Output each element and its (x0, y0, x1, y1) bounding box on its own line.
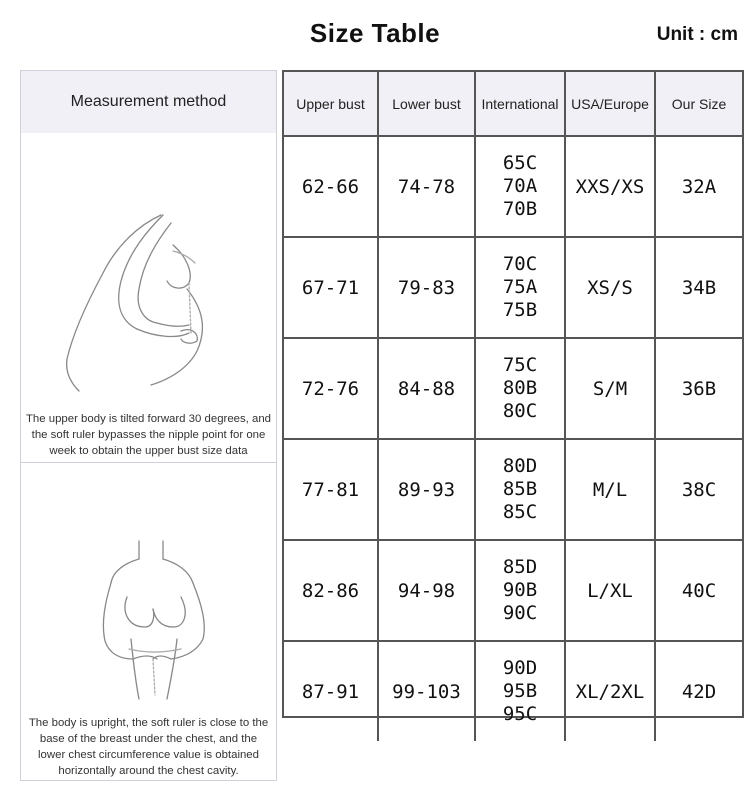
intl-size: 75C (502, 354, 538, 376)
intl-size: 70A (502, 175, 538, 197)
table-row (284, 236, 742, 337)
cell-international (476, 238, 566, 337)
intl-size: 90C (502, 602, 538, 624)
page-title: Size Table (309, 18, 441, 48)
intl-size: 75B (502, 299, 538, 321)
cell-international (476, 339, 566, 438)
intl-size: 90B (502, 579, 538, 601)
cell-international (476, 541, 566, 640)
lower-bust-caption: The body is upright, the soft ruler is close to the base of the breast under the chest, and the lower chest circumference value is obtained horizontally around the chest cavity. (28, 717, 269, 777)
cell-our-size: 32A (681, 175, 717, 198)
header-upper-bust: Upper bust (284, 72, 379, 135)
cell-international (476, 440, 566, 539)
intl-size: 80B (502, 377, 538, 399)
header-international: International (476, 72, 566, 135)
cell-upper-bust: 82-86 (284, 541, 379, 640)
header-lower-bust: Lower bust (379, 72, 476, 135)
table-header (284, 72, 742, 135)
intl-size: 75A (502, 276, 538, 298)
cell-our-size: 42D (681, 680, 717, 703)
lower-bust-section (21, 463, 276, 780)
table-row (284, 640, 742, 741)
table-row (284, 438, 742, 539)
table-row (284, 135, 742, 236)
intl-size: 80D (502, 455, 538, 477)
cell-upper-bust: 62-66 (284, 137, 379, 236)
intl-size: 80C (502, 400, 538, 422)
header-usa-europe: USA/Europe (566, 72, 656, 135)
measurement-header: Measurement method (21, 71, 276, 133)
lower-bust-illustration (21, 463, 276, 708)
cell-lower-bust: 94-98 (379, 541, 476, 640)
intl-size: 95C (502, 703, 538, 725)
intl-size: 90D (502, 657, 538, 679)
measurement-panel (20, 70, 277, 781)
cell-international (476, 642, 566, 741)
cell-usa-europe: M/L (566, 440, 656, 539)
upper-bust-section (21, 133, 276, 463)
cell-lower-bust: 74-78 (379, 137, 476, 236)
intl-size: 85D (502, 556, 538, 578)
cell-usa-europe: XL/2XL (566, 642, 656, 741)
intl-size: 65C (502, 152, 538, 174)
cell-lower-bust: 84-88 (379, 339, 476, 438)
cell-lower-bust: 79-83 (379, 238, 476, 337)
cell-usa-europe: S/M (566, 339, 656, 438)
cell-upper-bust: 72-76 (284, 339, 379, 438)
cell-our-size: 40C (681, 579, 717, 602)
cell-upper-bust: 67-71 (284, 238, 379, 337)
cell-upper-bust: 87-91 (284, 642, 379, 741)
cell-our-size: 34B (681, 276, 717, 299)
cell-our-size: 38C (681, 478, 717, 501)
intl-size: 85B (502, 478, 538, 500)
header-our-size: Our Size (671, 95, 727, 112)
cell-usa-europe: XS/S (566, 238, 656, 337)
intl-size: 95B (502, 680, 538, 702)
unit-label: Unit : cm (656, 24, 738, 45)
cell-usa-europe: L/XL (566, 541, 656, 640)
cell-international (476, 137, 566, 236)
upper-bust-illustration (21, 133, 276, 403)
table-row (284, 337, 742, 438)
table-body (284, 135, 742, 741)
cell-upper-bust: 77-81 (284, 440, 379, 539)
intl-size: 70C (502, 253, 538, 275)
intl-size: 70B (502, 198, 538, 220)
table-row (284, 539, 742, 640)
cell-lower-bust: 99-103 (379, 642, 476, 741)
cell-lower-bust: 89-93 (379, 440, 476, 539)
size-table (282, 70, 744, 725)
cell-usa-europe: XXS/XS (566, 137, 656, 236)
cell-our-size: 36B (681, 377, 717, 400)
upper-bust-caption: The upper body is tilted forward 30 degrees, and the soft ruler bypasses the nipple point for one week to obtain the upper bust size data (25, 413, 272, 457)
intl-size: 85C (502, 501, 538, 523)
